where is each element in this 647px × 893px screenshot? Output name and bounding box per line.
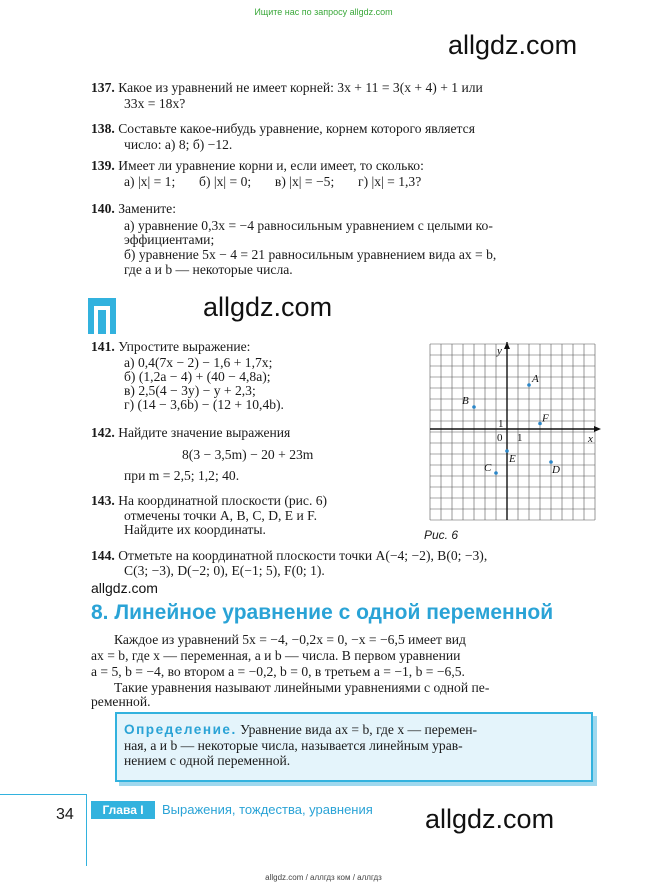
section-paragraph-line-4: Такие уравнения называют линейными уравнениями с одной пе- — [114, 680, 490, 695]
watermark-middle: allgdz.com — [203, 292, 333, 322]
exercise-140-line-5: где a и b — некоторые числа. — [124, 262, 293, 277]
point-label-f: F — [542, 412, 549, 425]
exercise-text: Какое из уравнений не имеет корней: 3x + 11 = 3(x + 4) + 1 или — [118, 80, 483, 95]
exercise-141-line-3: б) (1,2a − 4) + (40 − 4,8a); — [124, 369, 271, 384]
section-paragraph-line-3: a = 5, b = −4, во втором a = −0,2, b = 0, в третьем a = −1, b = −6,5. — [91, 664, 465, 679]
y-axis-label: y — [497, 345, 502, 357]
section-paragraph-line-1: Каждое из уравнений 5x = −4, −0,2x = 0, −x = −6,5 имеет вид — [114, 632, 466, 647]
definition-line-3: нением с одной переменной. — [124, 753, 291, 768]
x-axis-label: x — [588, 433, 593, 445]
coordinate-plane — [426, 342, 604, 524]
footer-rule-vertical — [86, 794, 87, 866]
chapter-title: Выражения, тождества, уравнения — [162, 802, 373, 817]
exercise-142-expression: 8(3 − 3,5m) − 20 + 23m — [182, 447, 314, 462]
exercise-text: Найдите значение выражения — [118, 425, 291, 440]
exercise-141-line-5: г) (14 − 3,6b) − (12 + 10,4b). — [124, 397, 284, 412]
exercise-142-line-3: при m = 2,5; 1,2; 40. — [124, 468, 240, 483]
footer-rule — [0, 794, 86, 795]
definition-text: Уравнение вида ax = b, где x — перемен- — [240, 722, 478, 737]
section-paragraph-line-2: ax = b, где x — переменная, a и b — числа. В первом уравнении — [91, 648, 461, 663]
exercise-141-line-4: в) 2,5(4 − 3y) − y + 2,3; — [124, 383, 256, 398]
exercise-144-line-2: C(3; −3), D(−2; 0), E(−1; 5), F(0; 1). — [124, 563, 325, 578]
point-label-a: A — [532, 373, 539, 385]
exercise-140-line-4: б) уравнение 5x − 4 = 21 равносильным уравнением вида ax = b, — [124, 247, 497, 262]
exercise-140-line-3: эффициентами; — [124, 232, 215, 247]
exercise-143-line-2: отмечены точки A, B, C, D, E и F. — [124, 508, 318, 523]
bottom-note: allgdz.com / аллгдз ком / аллгдз — [265, 873, 382, 882]
origin-label: 0 — [497, 432, 503, 444]
definition-line-2: ная, a и b — некоторые числа, называется линейным урав- — [124, 738, 463, 753]
y-tick-one: 1 — [498, 418, 504, 430]
figure-caption: Рис. 6 — [424, 528, 459, 542]
exercise-number: 142. — [91, 425, 115, 440]
exercise-141-line-2: а) 0,4(7x − 2) − 1,6 + 1,7x; — [124, 355, 273, 370]
watermark-bottom: allgdz.com — [425, 804, 555, 834]
point-c — [494, 471, 498, 475]
exercise-number: 143. — [91, 493, 115, 508]
point-label-d: D — [552, 464, 560, 476]
exercise-text: Замените: — [118, 201, 176, 216]
exercise-139-line-2: а) |x| = 1; б) |x| = 0; в) |x| = −5; г) |x| = 1,3? — [124, 174, 422, 189]
exercise-137-line-2: 33x = 18x? — [124, 96, 186, 111]
exercise-text: Составьте какое-нибудь уравнение, корнем которого является — [118, 121, 475, 136]
exercise-number: 138. — [91, 121, 115, 136]
exercise-140-line-1 — [91, 201, 176, 216]
exercise-text: Упростите выражение: — [118, 339, 251, 354]
exercise-group-marker — [88, 298, 116, 334]
top-note: Ищите нас по запросу allgdz.com — [254, 7, 393, 17]
chapter-label: Глава I — [91, 801, 155, 819]
exercise-138-line-2: число: а) 8; б) −12. — [124, 137, 233, 152]
exercise-number: 144. — [91, 548, 115, 563]
x-axis-arrow — [594, 426, 601, 432]
exercise-text: Отметьте на координатной плоскости точки A(−4; −2), B(0; −3), — [118, 548, 488, 563]
definition-title: Определение. — [124, 722, 237, 737]
exercise-144-line-1 — [91, 548, 487, 563]
exercise-number: 140. — [91, 201, 115, 216]
exercise-137-line-1 — [91, 80, 483, 95]
exercise-141-line-1 — [91, 339, 250, 354]
exercise-139-line-1 — [91, 158, 424, 173]
section-title: 8. Линейное уравнение с одной переменной — [91, 601, 554, 624]
point-label-b: B — [462, 395, 469, 407]
watermark-small: allgdz.com — [91, 580, 158, 596]
exercise-text: Имеет ли уравнение корни и, если имеет, то сколько: — [118, 158, 424, 173]
watermark-top: allgdz.com — [448, 30, 578, 60]
exercise-number: 137. — [91, 80, 115, 95]
point-label-e: E — [509, 453, 516, 465]
exercise-142-line-1 — [91, 425, 290, 440]
point-a — [527, 383, 531, 387]
exercise-143-line-3: Найдите их координаты. — [124, 522, 266, 537]
exercise-138-line-1 — [91, 121, 475, 136]
exercise-143-line-1 — [91, 493, 327, 508]
exercise-text: На координатной плоскости (рис. 6) — [118, 493, 328, 508]
section-paragraph-line-5: ременной. — [91, 694, 151, 709]
definition-line-1 — [124, 722, 477, 737]
y-axis-arrow — [504, 342, 510, 349]
exercise-140-line-2: а) уравнение 0,3x = −4 равносильным уравнением с целыми ко- — [124, 218, 493, 233]
point-b — [472, 405, 476, 409]
exercise-number: 139. — [91, 158, 115, 173]
page-number: 34 — [56, 806, 74, 823]
point-label-c: C — [484, 462, 492, 474]
x-tick-one: 1 — [517, 432, 523, 444]
exercise-number: 141. — [91, 339, 115, 354]
